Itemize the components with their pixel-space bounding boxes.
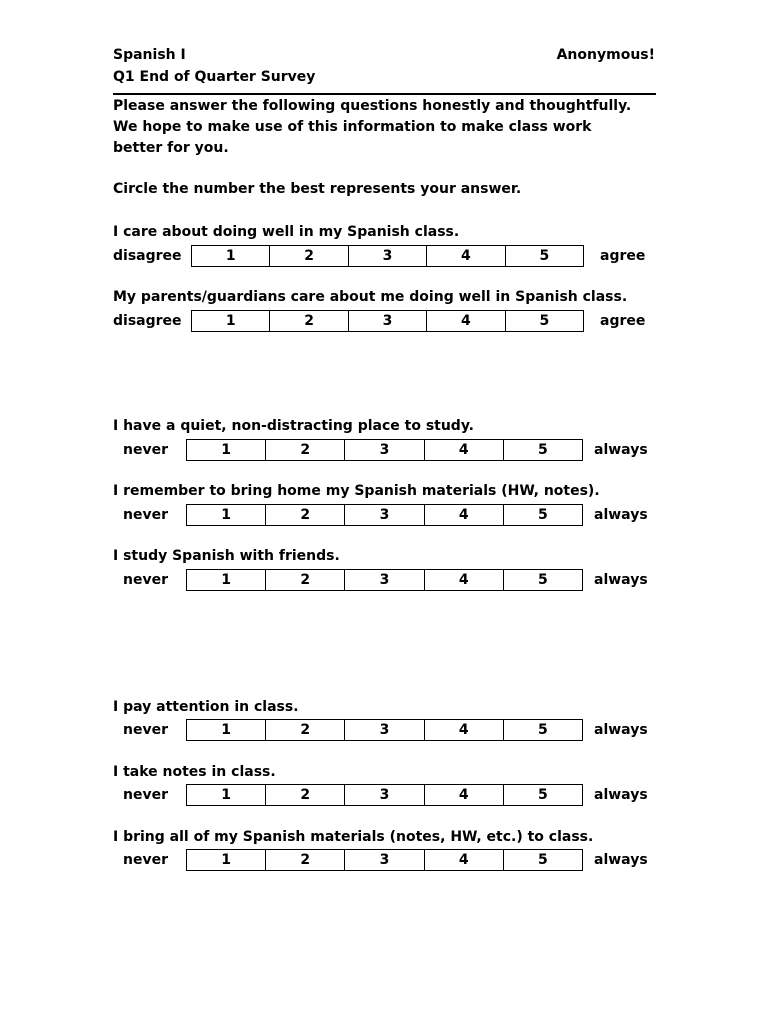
intro-paragraph	[113, 96, 631, 159]
rating-option-3[interactable]: 3	[344, 850, 423, 870]
rating-option-1[interactable]: 1	[221, 852, 231, 868]
rating-option-1[interactable]: 1	[221, 722, 231, 738]
scale-left-label: never	[123, 572, 168, 588]
scale-left-label: disagree	[113, 313, 182, 329]
scale-right-label: always	[594, 507, 648, 523]
rating-scale	[186, 504, 583, 526]
rating-option-5[interactable]: 5	[503, 440, 582, 460]
rating-option-5[interactable]: 5	[503, 570, 582, 590]
scale-right-label: agree	[600, 248, 646, 264]
rating-option-3[interactable]: 3	[348, 246, 426, 266]
instruction-text: Circle the number the best represents your answer.	[113, 181, 522, 197]
intro-line: We hope to make use of this information to make class work	[113, 119, 592, 135]
question-text: I care about doing well in my Spanish class.	[113, 224, 460, 240]
header-divider	[113, 93, 656, 95]
scale-right-label: always	[594, 852, 648, 868]
rating-option-2[interactable]: 2	[269, 311, 347, 331]
rating-option-4[interactable]: 4	[424, 570, 503, 590]
rating-scale	[186, 439, 583, 461]
rating-option-2[interactable]: 2	[265, 785, 344, 805]
rating-option-4[interactable]: 4	[424, 505, 503, 525]
rating-option-1[interactable]: 1	[221, 442, 231, 458]
rating-option-5[interactable]: 5	[505, 246, 583, 266]
scale-left-label: never	[123, 787, 168, 803]
rating-option-3[interactable]: 3	[344, 720, 423, 740]
rating-scale	[191, 310, 584, 332]
rating-option-4[interactable]: 4	[426, 311, 504, 331]
rating-option-2[interactable]: 2	[265, 720, 344, 740]
rating-option-2[interactable]: 2	[265, 570, 344, 590]
question-text: I bring all of my Spanish materials (notes, HW, etc.) to class.	[113, 829, 594, 845]
scale-right-label: always	[594, 572, 648, 588]
scale-left-label: never	[123, 722, 168, 738]
scale-left-label: never	[123, 507, 168, 523]
survey-title: Q1 End of Quarter Survey	[113, 69, 316, 85]
intro-line: Please answer the following questions honestly and thoughtfully.	[113, 98, 632, 114]
question-text: I remember to bring home my Spanish materials (HW, notes).	[113, 483, 600, 499]
rating-option-3[interactable]: 3	[344, 440, 423, 460]
header-line-1	[113, 47, 655, 67]
rating-option-1[interactable]: 1	[221, 787, 231, 803]
rating-option-4[interactable]: 4	[424, 850, 503, 870]
rating-option-5[interactable]: 5	[503, 720, 582, 740]
rating-option-2[interactable]: 2	[265, 505, 344, 525]
rating-option-2[interactable]: 2	[265, 850, 344, 870]
rating-option-5[interactable]: 5	[503, 505, 582, 525]
course-title: Spanish I	[113, 47, 186, 63]
scale-left-label: never	[123, 442, 168, 458]
rating-option-1[interactable]: 1	[221, 507, 231, 523]
question-text: I pay attention in class.	[113, 699, 299, 715]
rating-scale	[186, 784, 583, 806]
rating-option-4[interactable]: 4	[424, 785, 503, 805]
question-text: I have a quiet, non-distracting place to study.	[113, 418, 474, 434]
rating-option-5[interactable]: 5	[503, 785, 582, 805]
rating-scale	[186, 849, 583, 871]
scale-right-label: always	[594, 787, 648, 803]
scale-right-label: always	[594, 442, 648, 458]
question-text: I study Spanish with friends.	[113, 548, 340, 564]
rating-option-5[interactable]: 5	[505, 311, 583, 331]
rating-option-1[interactable]: 1	[225, 313, 236, 329]
rating-option-4[interactable]: 4	[424, 440, 503, 460]
scale-right-label: agree	[600, 313, 646, 329]
question-text: My parents/guardians care about me doing well in Spanish class.	[113, 289, 628, 305]
rating-option-4[interactable]: 4	[424, 720, 503, 740]
rating-option-1[interactable]: 1	[225, 248, 236, 264]
scale-right-label: always	[594, 722, 648, 738]
rating-option-5[interactable]: 5	[503, 850, 582, 870]
rating-scale	[186, 719, 583, 741]
scale-left-label: never	[123, 852, 168, 868]
rating-option-2[interactable]: 2	[269, 246, 347, 266]
rating-scale	[191, 245, 584, 267]
rating-option-3[interactable]: 3	[344, 505, 423, 525]
rating-option-3[interactable]: 3	[344, 570, 423, 590]
rating-option-1[interactable]: 1	[221, 572, 231, 588]
rating-option-3[interactable]: 3	[348, 311, 426, 331]
anonymous-label: Anonymous!	[556, 47, 655, 63]
rating-option-3[interactable]: 3	[344, 785, 423, 805]
intro-line: better for you.	[113, 140, 229, 156]
rating-option-4[interactable]: 4	[426, 246, 504, 266]
rating-option-2[interactable]: 2	[265, 440, 344, 460]
scale-left-label: disagree	[113, 248, 182, 264]
rating-scale	[186, 569, 583, 591]
question-text: I take notes in class.	[113, 764, 276, 780]
